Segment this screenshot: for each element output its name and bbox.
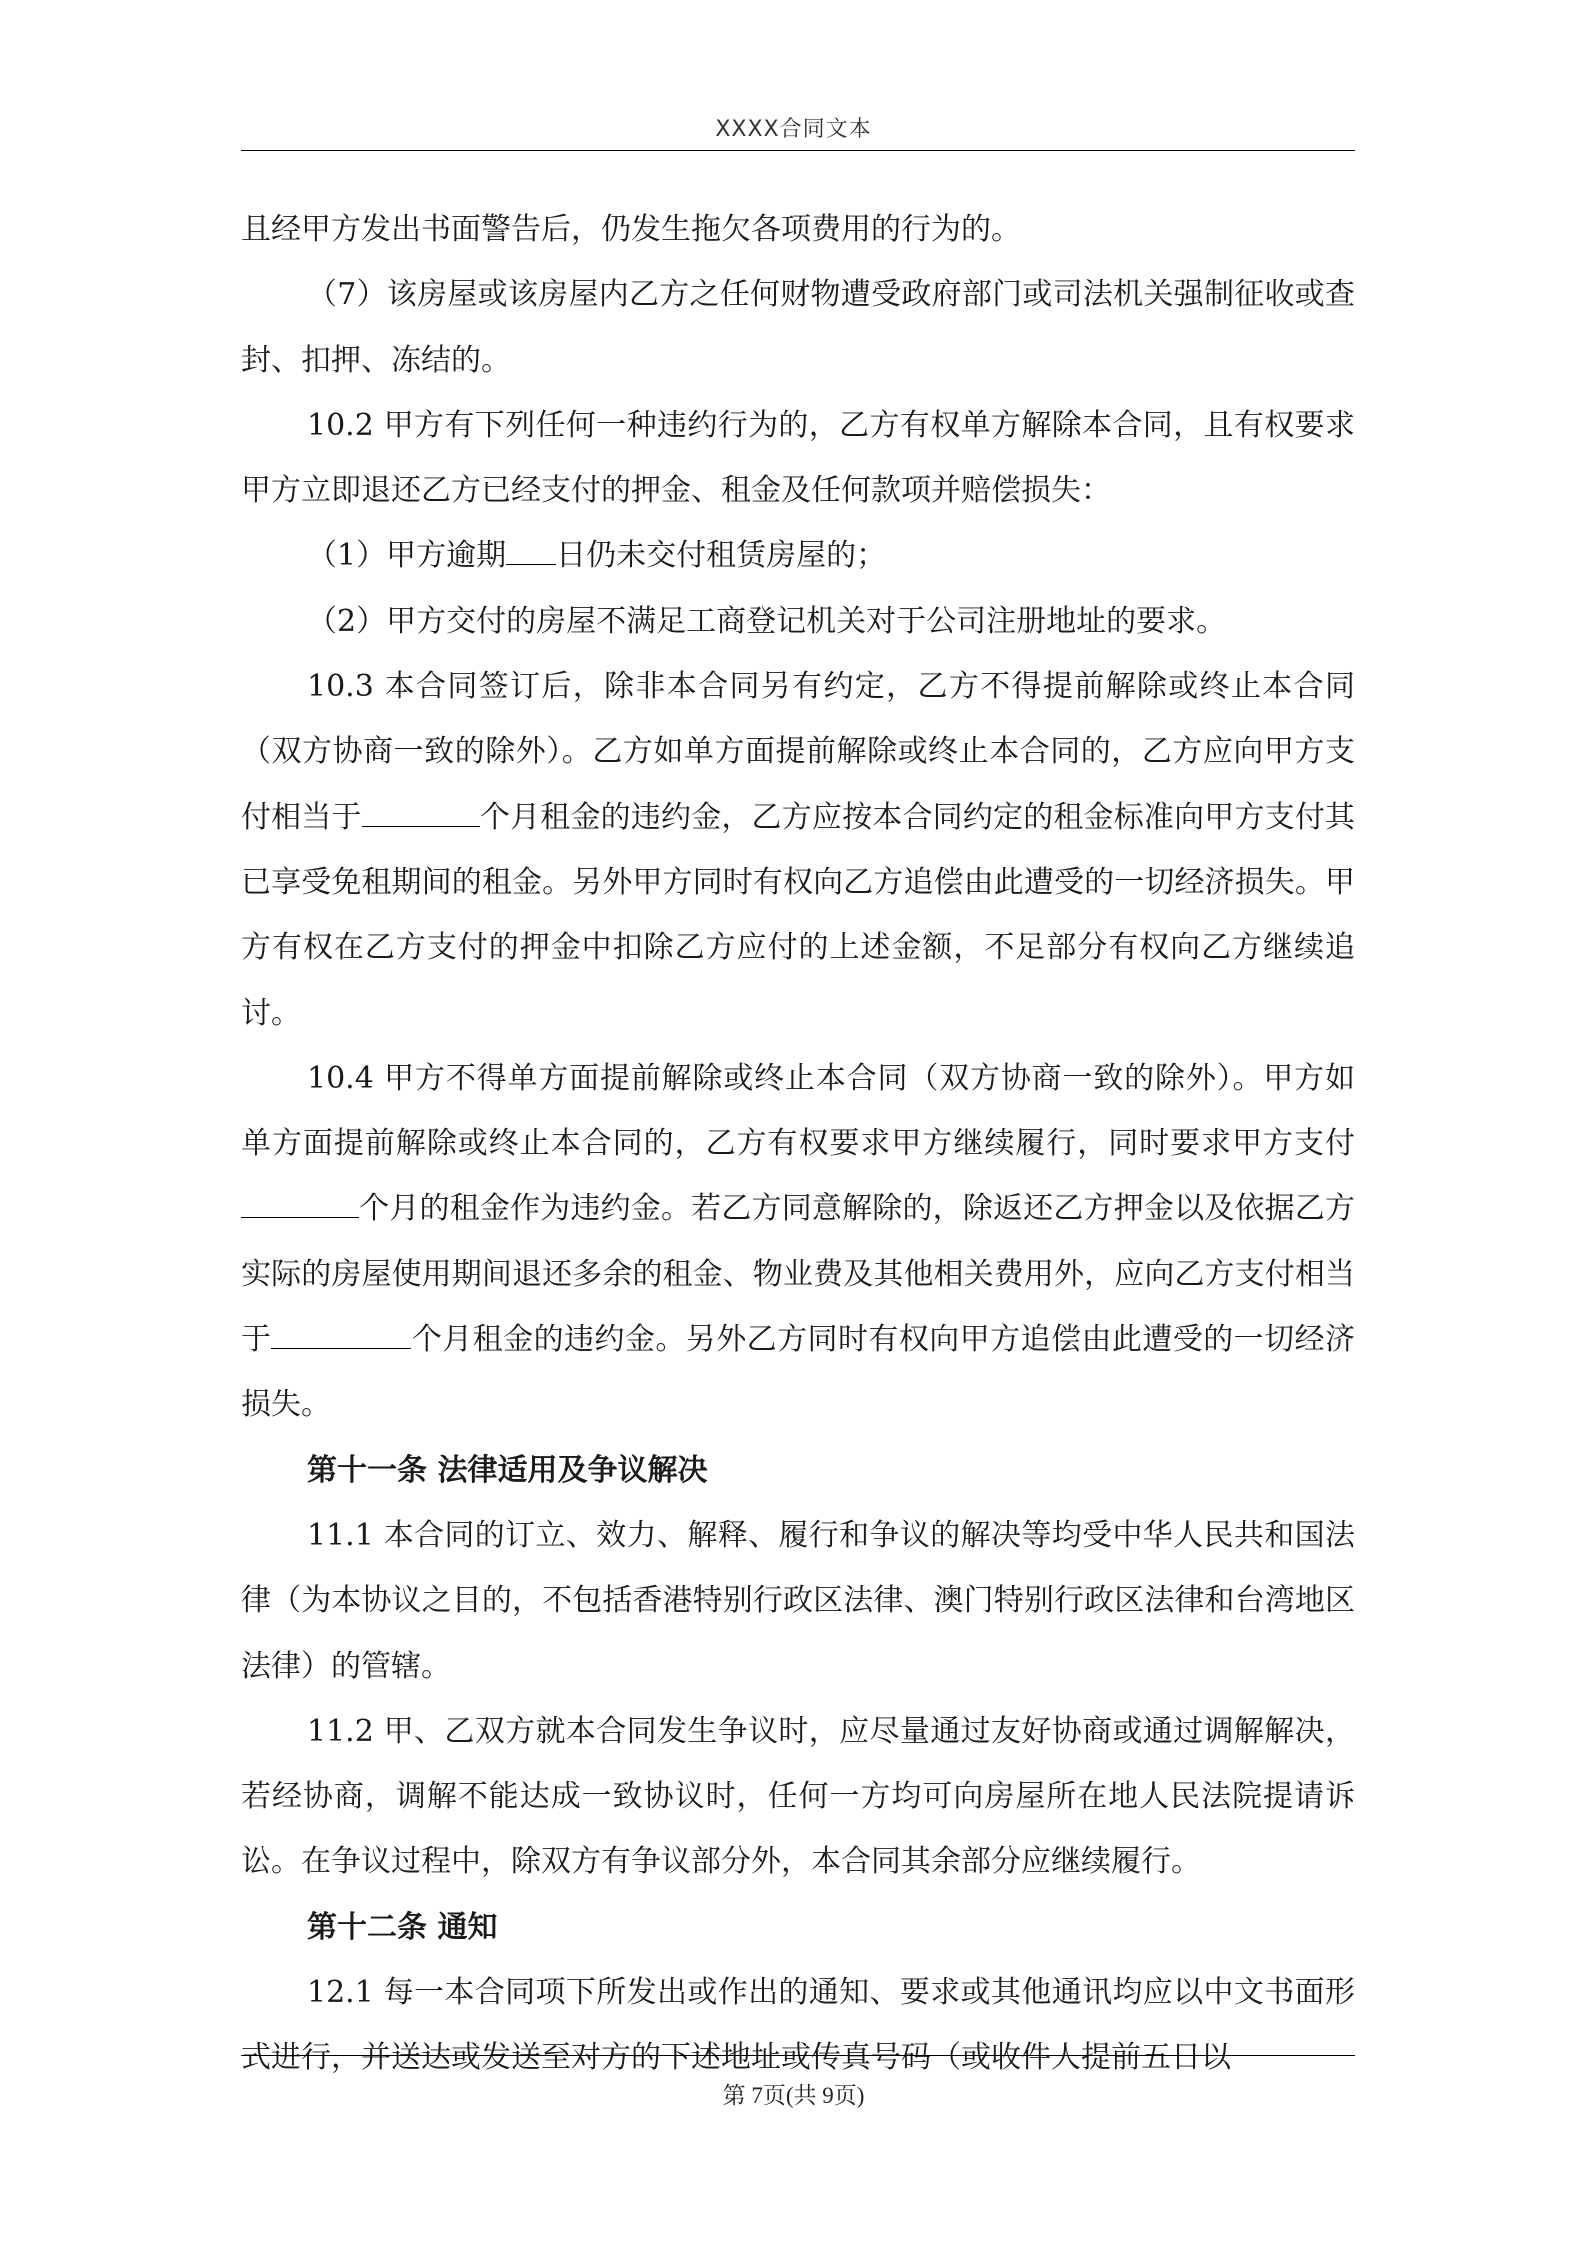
fill-blank — [506, 530, 556, 565]
text-segment: 个月租金的违约金。另外乙方同时有权向甲方追偿由此遭受的一切经济损失。 — [241, 1322, 1355, 1423]
fill-blank — [241, 1183, 359, 1218]
article-11-heading: 第十一条 法律适用及争议解决 — [307, 1452, 708, 1488]
text-segment: （1）甲方逾期 — [307, 538, 507, 574]
clause-10-4 — [241, 1046, 1355, 1438]
fill-blank — [271, 1314, 411, 1349]
text-segment: 个月租金的违约金，乙方应按本合同约定的租金标准向甲方支付其已享受免租期间的租金。另外甲方同时有权向乙方追偿由此遭受的一切经济损失。甲方有权在乙方支付的押金中扣除乙方应付的上述金额，不足部分有权向乙方继续追讨。 — [241, 799, 1356, 1031]
page-number: 第 7页(共 9页) — [722, 2083, 865, 2108]
footer-divider — [241, 2055, 1355, 2056]
clause-10-2: 10.2 甲方有下列任何一种违约行为的，乙方有权单方解除本合同，且有权要求甲方立即退还乙方已经支付的押金、租金及任何款项并赔偿损失： — [241, 407, 1355, 509]
clause-item — [241, 523, 1355, 588]
clause-10-3 — [241, 654, 1355, 1046]
clause-11-2: 11.2 甲、乙双方就本合同发生争议时，应尽量通过友好协商或通过调解解决，若经协商，调解不能达成一致协议时，任何一方均可向房屋所在地人民法院提请诉讼。在争议过程中，除双方有争议部分外，本合同其余部分应继续履行。 — [241, 1713, 1355, 1880]
header-divider — [241, 150, 1355, 151]
text-segment: 个月的租金作为违约金。若乙方同意解除的，除返还乙方押金以及依据乙方实际的房屋使用期间退还多余的租金、物业费及其他相关费用外，应向乙方支付相当于 — [241, 1191, 1355, 1358]
document-header: XXXX合同文本 — [715, 117, 872, 142]
clause-item: （2）甲方交付的房屋不满足工商登记机关对于公司注册地址的要求。 — [307, 603, 1227, 639]
article-12-heading: 第十二条 通知 — [307, 1909, 498, 1945]
fill-blank — [362, 792, 480, 827]
text-segment: 10.4 甲方不得单方面提前解除或终止本合同（双方协商一致的除外）。甲方如单方面提前解除或终止本合同的，乙方有权要求甲方继续履行，同时要求甲方支付 — [241, 1060, 1355, 1162]
clause-11-1: 11.1 本合同的订立、效力、解释、履行和争议的解决等均受中华人民共和国法律（为本协议之目的，不包括香港特别行政区法律、澳门特别行政区法律和台湾地区法律）的管辖。 — [241, 1517, 1355, 1684]
document-body — [241, 197, 1355, 2091]
paragraph: （7）该房屋或该房屋内乙方之任何财物遭受政府部门或司法机关强制征收或查封、扣押、冻结的。 — [241, 277, 1355, 378]
paragraph: 且经甲方发出书面警告后，仍发生拖欠各项费用的行为的。 — [241, 212, 1021, 247]
text-segment: 日仍未交付租赁房屋的； — [556, 538, 887, 574]
clause-12-1: 12.1 每一本合同项下所发出或作出的通知、要求或其他通讯均应以中文书面形式进行，并送达或发送至对方的下述地址或传真号码（或收件人提前五日以 — [241, 1975, 1355, 2076]
text-segment: 10.3 本合同签订后，除非本合同另有约定，乙方不得提前解除或终止本合同（双方协商一致的除外）。乙方如单方面提前解除或终止本合同的，乙方应向甲方支付相当于 — [241, 669, 1355, 835]
